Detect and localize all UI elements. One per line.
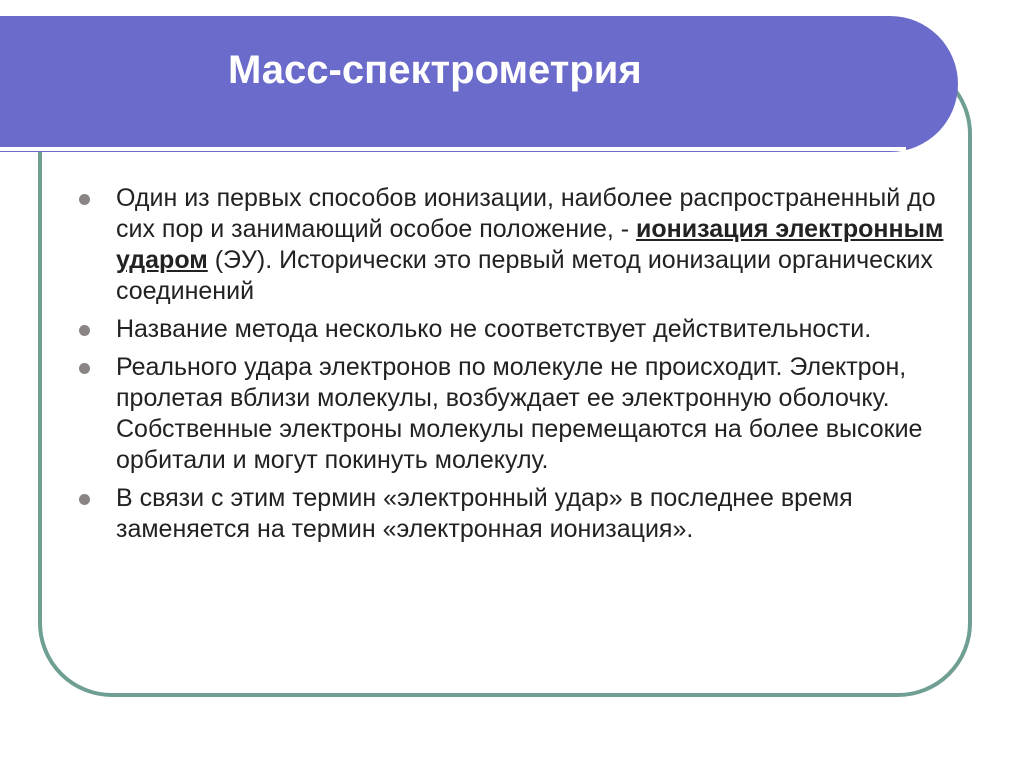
bullet-item	[74, 183, 944, 307]
bullet-text: Название метода несколько не соответствует действительности.	[116, 315, 872, 343]
bullet-dot-icon	[79, 494, 90, 505]
title-underline	[0, 147, 906, 151]
slide-title: Масс-спектрометрия	[228, 48, 642, 92]
bullet-item	[74, 352, 944, 476]
bullet-text-end: (ЭУ). Исторически это первый метод ионизации органических соединений	[116, 246, 933, 305]
bullet-text-start: Один из первых способов ионизации, наиболее распространенный до сих пор и занимающий особое положение, -	[116, 184, 936, 243]
bullet-dot-icon	[79, 194, 90, 205]
bullet-item	[74, 483, 944, 545]
bullet-emphasis: ионизация электронным ударом	[116, 215, 944, 274]
bullet-text	[116, 184, 943, 305]
bullet-item	[74, 314, 944, 345]
bullet-dot-icon	[79, 325, 90, 336]
bullet-list	[74, 183, 944, 552]
bullet-text: Реального удара электронов по молекуле не происходит. Электрон, пролетая вблизи молекулы, возбуждает ее электронную оболочку. Собственные электроны молекулы перемещаются на более высокие орбитали и могут покинуть молекулу.	[116, 353, 923, 474]
bullet-dot-icon	[79, 363, 90, 374]
bullet-text: В связи с этим термин «электронный удар» в последнее время заменяется на термин «электронная ионизация».	[116, 484, 853, 543]
